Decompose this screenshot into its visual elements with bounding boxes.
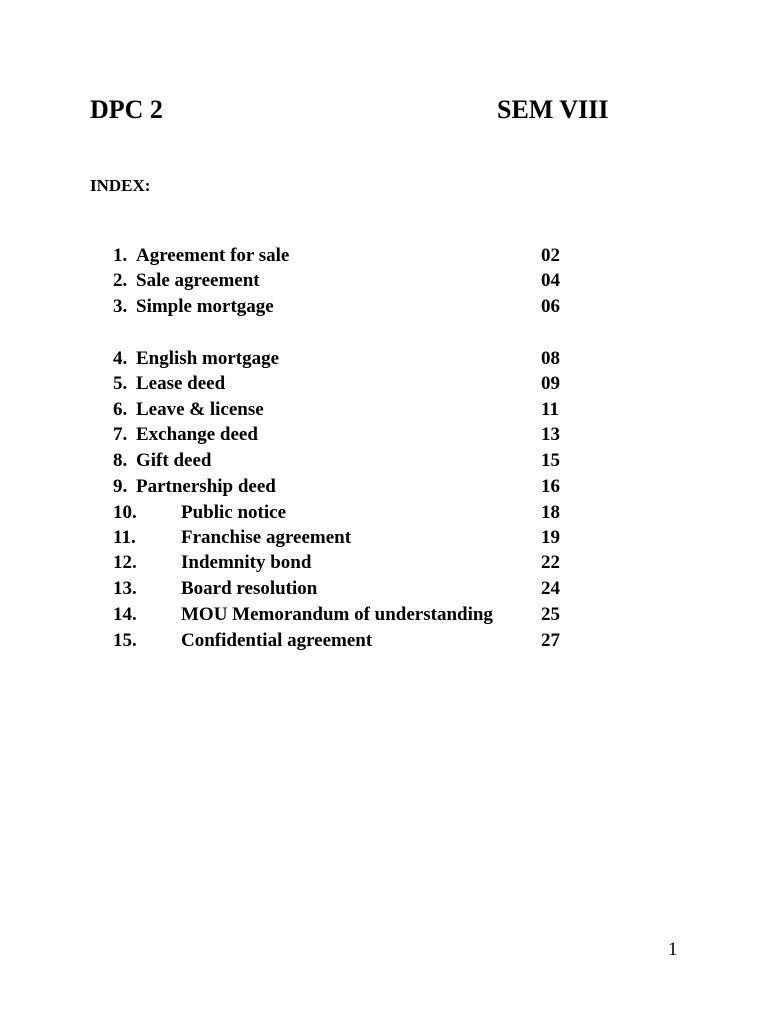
toc-item-number: 4.: [113, 348, 128, 369]
toc-item-number: 6.: [113, 399, 128, 420]
toc-item-page: 06: [541, 296, 560, 317]
toc-item-title: Franchise agreement: [181, 527, 352, 548]
toc-item-page: 25: [541, 604, 560, 625]
toc-item-number: 13.: [113, 578, 137, 599]
toc-item: [0, 474, 768, 500]
toc-item-title: Partnership deed: [136, 476, 276, 497]
toc-item-title: MOU Memorandum of understanding: [181, 604, 493, 625]
toc-item-title: Exchange deed: [136, 424, 258, 445]
toc-item-title: Agreement for sale: [136, 245, 290, 266]
toc-item: [0, 500, 768, 526]
toc-item: [0, 397, 768, 423]
toc-item-number: 2.: [113, 270, 128, 291]
toc-item: [0, 550, 768, 576]
toc-item-number: 9.: [113, 476, 128, 497]
toc-item: [0, 576, 768, 602]
toc-item-page: 11: [541, 399, 559, 420]
index-heading: INDEX:: [90, 176, 151, 195]
toc-item-number: 7.: [113, 424, 128, 445]
toc-item: [0, 371, 768, 397]
toc-item-title: Sale agreement: [136, 270, 260, 291]
toc-item-number: 1.: [113, 245, 128, 266]
toc-item: [0, 294, 768, 320]
toc-item: [0, 448, 768, 474]
toc-item-title: Leave & license: [136, 399, 264, 420]
toc-item-title: English mortgage: [136, 348, 280, 369]
toc-item-number: 12.: [113, 552, 137, 573]
toc-item-page: 09: [541, 373, 560, 394]
toc-item-title: Gift deed: [136, 450, 212, 471]
toc-item: [0, 602, 768, 628]
toc-item-title: Simple mortgage: [136, 296, 274, 317]
toc-item-title: Indemnity bond: [181, 552, 312, 573]
toc-item-page: 04: [541, 270, 560, 291]
toc-item: [0, 525, 768, 551]
toc-item-page: 16: [541, 476, 560, 497]
toc-item-title: Public notice: [181, 502, 287, 523]
semester-label: SEM VIII: [497, 95, 609, 124]
toc-item: [0, 346, 768, 372]
toc-item-title: Confidential agreement: [181, 630, 373, 651]
toc-item-page: 19: [541, 527, 560, 548]
page-number: 1: [668, 939, 678, 960]
toc-item: [0, 628, 768, 654]
toc-item: [0, 268, 768, 294]
toc-item-page: 15: [541, 450, 560, 471]
toc-item-page: 27: [541, 630, 560, 651]
toc-item-page: 13: [541, 424, 560, 445]
toc-item: [0, 422, 768, 448]
toc-item-title: Lease deed: [136, 373, 226, 394]
toc-item-page: 02: [541, 245, 560, 266]
toc-item-number: 3.: [113, 296, 128, 317]
toc-item-number: 8.: [113, 450, 128, 471]
toc-item-number: 5.: [113, 373, 128, 394]
toc-item-page: 22: [541, 552, 560, 573]
toc-item-page: 24: [541, 578, 560, 599]
toc-item-page: 18: [541, 502, 560, 523]
toc-item-title: Board resolution: [181, 578, 318, 599]
toc-item-number: 15.: [113, 630, 137, 651]
toc-item-number: 14.: [113, 604, 137, 625]
toc-item: [0, 243, 768, 269]
course-code: DPC 2: [90, 95, 163, 124]
toc-item-page: 08: [541, 348, 560, 369]
toc-item-number: 10.: [113, 502, 137, 523]
toc-item-number: 11.: [113, 527, 136, 548]
